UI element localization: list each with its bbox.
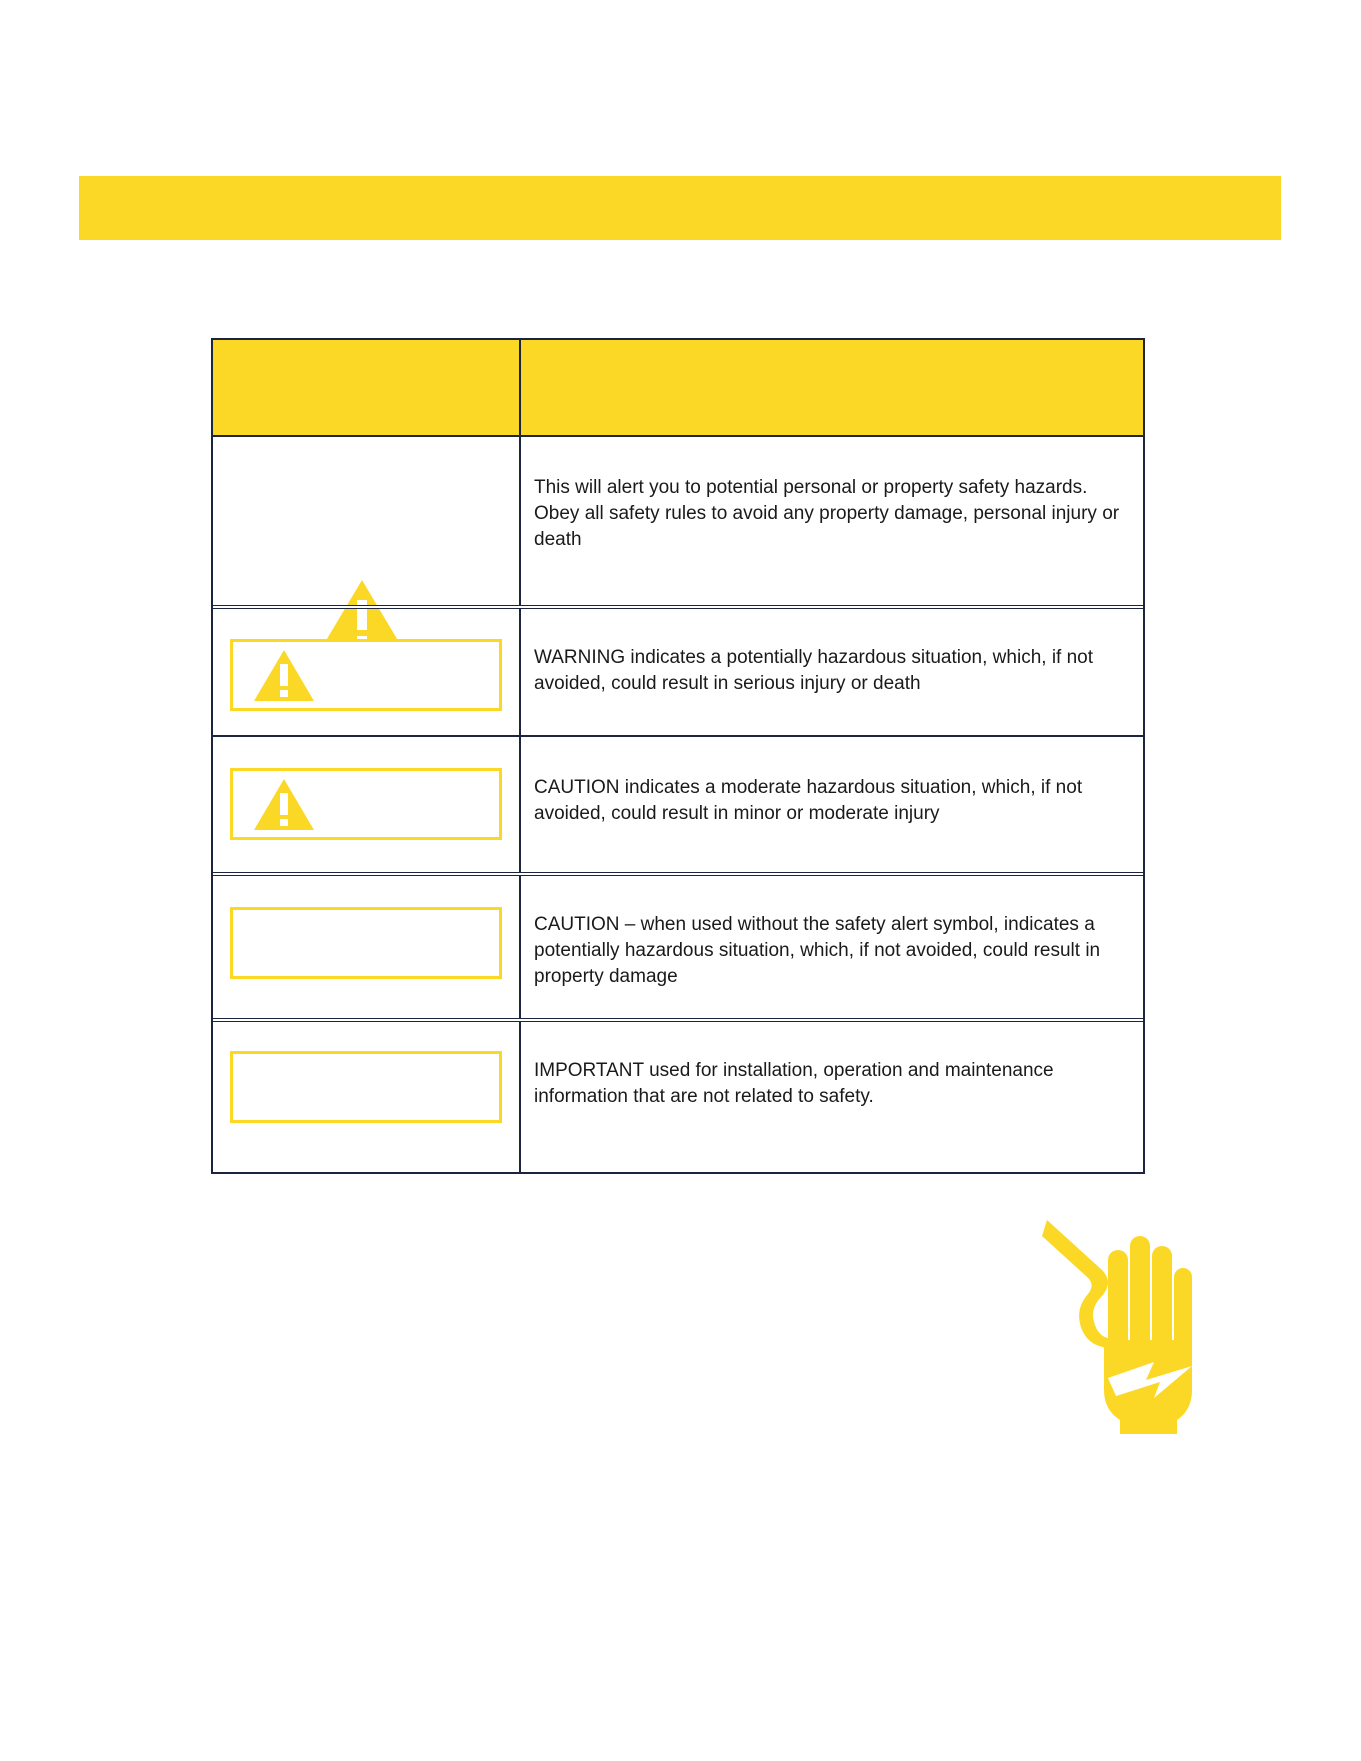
important-box xyxy=(230,1051,502,1123)
row-description: CAUTION indicates a moderate hazardous situation, which, if not avoided, could result in minor or moderate injury xyxy=(534,777,1083,824)
caution-signal-box xyxy=(230,768,502,840)
table-row xyxy=(213,876,1143,1018)
row-description: This will alert you to potential personal or property safety hazards. Obey all safety rules to avoid any property damage, personal injury or death xyxy=(534,477,1120,550)
safety-symbols-table xyxy=(211,338,1145,1174)
section-title-banner xyxy=(79,176,1281,240)
row-description: IMPORTANT used for installation, operation and maintenance information that are not related to safety. xyxy=(534,1060,1054,1107)
table-row xyxy=(213,1022,1143,1172)
caution-alert-icon xyxy=(253,778,315,831)
caution-box xyxy=(230,907,502,979)
table-header-row xyxy=(213,340,1143,437)
table-row xyxy=(213,437,1143,605)
warning-signal-box xyxy=(230,639,502,711)
row-description: CAUTION – when used without the safety alert symbol, indicates a potentially hazardous situation, which, if not avoided, could result in property damage xyxy=(534,914,1101,987)
electric-shock-hand-icon xyxy=(1042,1220,1212,1440)
table-row xyxy=(213,737,1143,872)
table-row xyxy=(213,609,1143,735)
row-description: WARNING indicates a potentially hazardous situation, which, if not avoided, could result in serious injury or death xyxy=(534,647,1094,694)
warning-alert-icon xyxy=(253,649,315,702)
